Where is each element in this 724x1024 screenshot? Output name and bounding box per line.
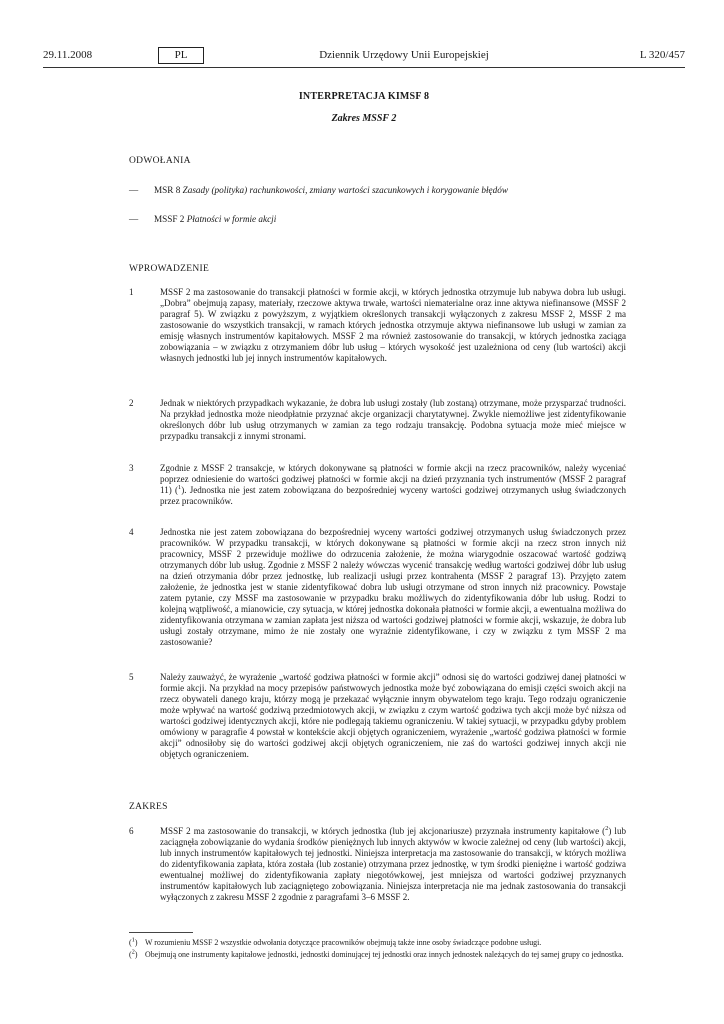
footnote — [129, 938, 626, 948]
reference-title: Zasady (polityka) rachunkowości, zmiany wartości szacunkowych i korygowanie błędów — [182, 185, 508, 195]
reference-code: MSSF 2 — [154, 214, 187, 224]
paragraph-text: Zgodnie z MSSF 2 transakcje, w których dokonywane są płatności w formie akcji na rzecz pracowników, należy wyceniać poprzez odniesienie do wartości godziwej płatności w formie akcji na dzień przyznania tych instrumentów (MSSF 2 paragraf 11) ($^1$). Jednostka nie jest zatem zobowiązana do bezpośredniej wyceny wartości godziwej otrzymanych usług świadczonych przez pracowników. — [160, 463, 626, 506]
journal-title: Dziennik Urzędowy Unii Europejskiej — [319, 49, 489, 61]
paragraph-text: MSSF 2 ma zastosowanie do transakcji, w których jednostka (lub jej akcjonariusze) przyznała instrumenty kapitałowe ($^2$) lub zaciągnęła zobowiązanie do wydania środków pieniężnych lub innych aktywów w kwocie zależnej od ceny (lub wartości) akcji, lub innych instrumentów kapitałowych tej jednostki. Niniejsza interpretacja ma zastosowanie do transakcji, w których możliwa do zidentyfikowania zapłata, która została (lub zostanie) otrzymana przez jednostkę, w tym środki pieniężne i wartość godziwa ewentualnej możliwej do zidentyfikowania zapłaty niegotówkowej, jest mniejsza od wartości godziwej przyznanych instrumentów kapitałowych lub zaciągniętego zobowiązania. Niniejsza interpretacja nie ma jednak zastosowania do transakcji wyłączonych z zakresu MSSF 2 zgodnie z paragrafami 3–6 MSSF 2. — [160, 824, 626, 902]
reference-title: Płatności w formie akcji — [186, 214, 277, 224]
paragraph-number: 3 — [129, 463, 134, 473]
footnote-divider — [129, 932, 193, 933]
paragraph-number: 1 — [129, 287, 134, 297]
footnote-reference[interactable]: 2 — [605, 824, 609, 832]
footnote-marker: ($^2$) — [129, 948, 138, 959]
paragraph-5 — [129, 672, 626, 760]
list-dash: — — [129, 214, 139, 224]
page-header — [43, 47, 685, 67]
paragraph-number: 2 — [129, 398, 134, 408]
paragraph-number: 6 — [129, 826, 134, 836]
document-subtitle: Zakres MSSF 2 — [331, 113, 397, 124]
language-badge: PL — [158, 47, 204, 64]
paragraph-number: 5 — [129, 672, 134, 682]
paragraph-number: 4 — [129, 527, 134, 537]
paragraph-3 — [129, 463, 626, 507]
reference-code: MSR 8 — [154, 185, 183, 195]
publication-date: 29.11.2008 — [43, 49, 93, 61]
paragraph-text: Należy zauważyć, że wyrażenie „wartość godziwa płatności w formie akcji” odnosi się do wartości godziwej danej płatności w formie akcji. Na przykład na mocy przepisów państwowych jednostka może być zobowiązana do emisji części swoich akcji na rzecz obywateli danego kraju, którzy mogą je przekazać wyłącznie innym obywatelom tego kraju. Tego rodzaju ograniczenie może wpływać na wartość godziwą przedmiotowych akcji, w związku z czym wartość godziwa tych akcji może być niższa od wartości godziwej identycznych akcji, które nie podlegają takiemu ograniczeniu. W takiej sytuacji, w przypadku gdyby problem omówiony w paragrafie 4 powstał w kontekście akcji objętych ograniczeniem, wyrażenie „wartość godziwa płatności w formie akcji” odnosiłoby się do wartości godziwej akcji objętych ograniczeniem, nie zaś do wartości godziwej innych akcji nie objętych ograniczeniem. — [160, 672, 626, 759]
footnote — [129, 950, 626, 960]
paragraph-text: Jednak w niektórych przypadkach wykazanie, że dobra lub usługi zostały (lub zostaną) otrzymane, może przysparzać trudności. Na przykład jednostka może nieodpłatnie przyznać akcje organizacji charytatywnej. Zwykle niemożliwe jest zidentyfikowanie określonych dóbr lub usług otrzymanych w zamian za tego rodzaju transakcję. Podobna sytuacja może mieć miejsce w przypadku transakcji z innymi stronami. — [160, 398, 626, 441]
page-reference: L 320/457 — [639, 49, 685, 61]
paragraph-1 — [129, 287, 626, 364]
paragraph-6 — [129, 826, 626, 903]
paragraph-text: Jednostka nie jest zatem zobowiązana do bezpośredniej wyceny wartości godziwej otrzymanych usług świadczonych przez pracowników. W przypadku transakcji, w których dokonywane są płatności w formie akcji na rzecz stron innych niż pracownicy, MSSF 2 przewiduje możliwe do odrzucenia założenie, że można wiarygodnie oszacować wartość godziwą otrzymanych dóbr lub usług. Zgodnie z MSSF 2 należy wówczas wycenić transakcję według wartości godziwej dóbr lub usług na dzień otrzymania dóbr przez jednostkę, lub realizacji usługi przez kontrahenta (MSSF 2 paragraf 13). Przyjęto zatem założenie, że jednostka jest w stanie zidentyfikować dobra lub usługi otrzymane od stron innych niż pracownicy. Powstaje zatem pytanie, czy MSSF ma zastosowanie w przypadku braku możliwych do zidentyfikowania dóbr lub usług. Rodzi to kolejną wątpliwość, a mianowicie, czy sytuacja, w której jednostka dokonała płatności w formie akcji, a ewentualna możliwa do zidentyfikowania otrzymana w zamian zapłata jest niższa od wartości godziwej płatności w formie akcji, wskazuje, że dobra lub usługi zostały otrzymane, mimo że nie zostały one wyraźnie zidentyfikowane, i czy w związku z tym MSSF 2 ma zastosowanie? — [160, 527, 626, 647]
footnote-reference[interactable]: 1 — [177, 483, 182, 491]
footnote-text: W rozumieniu MSSF 2 wszystkie odwołania dotyczące pracowników obejmują także inne osoby świadczące podobne usługi. — [145, 938, 542, 947]
list-dash: — — [129, 185, 139, 195]
section-heading-scope: ZAKRES — [129, 802, 168, 812]
document-title: INTERPRETACJA KIMSF 8 — [298, 91, 430, 102]
header-divider — [43, 67, 685, 68]
paragraph-2 — [129, 398, 626, 442]
paragraph-4 — [129, 527, 626, 648]
footnote-text: Obejmują one instrumenty kapitałowe jednostki, jednostki dominującej tej jednostki oraz innych jednostek należących do tej samej grupy co jednostka. — [145, 950, 624, 959]
footnote-marker: ($^1$) — [129, 936, 138, 947]
paragraph-text: MSSF 2 ma zastosowanie do transakcji płatności w formie akcji, w których jednostka otrzymuje lub nabywa dobra lub usługi. „Dobra” obejmują zapasy, materiały, rzeczowe aktywa trwałe, wartości niematerialne oraz inne aktywa niefinansowe (MSSF 2 paragraf 5). W związku z powyższym, z wyjątkiem określonych transakcji wyłączonych z zakresu MSSF 2, MSSF 2 ma zastosowanie do wszystkich transakcji, w ramach których jednostka otrzymuje aktywa niefinansowe lub usługi w zamian za emisję własnych instrumentów kapitałowych. MSSF 2 ma również zastosowanie do transakcji, w których jednostka zaciąga zobowiązania – w związku z otrzymaniem dóbr lub usług – których wysokość jest uzależniona od ceny (lub wartości) akcji własnych jednostki lub jej innych instrumentów kapitałowych. — [160, 287, 626, 363]
section-heading-introduction: WPROWADZENIE — [129, 264, 210, 274]
section-heading-references: ODWOŁANIA — [129, 156, 191, 166]
